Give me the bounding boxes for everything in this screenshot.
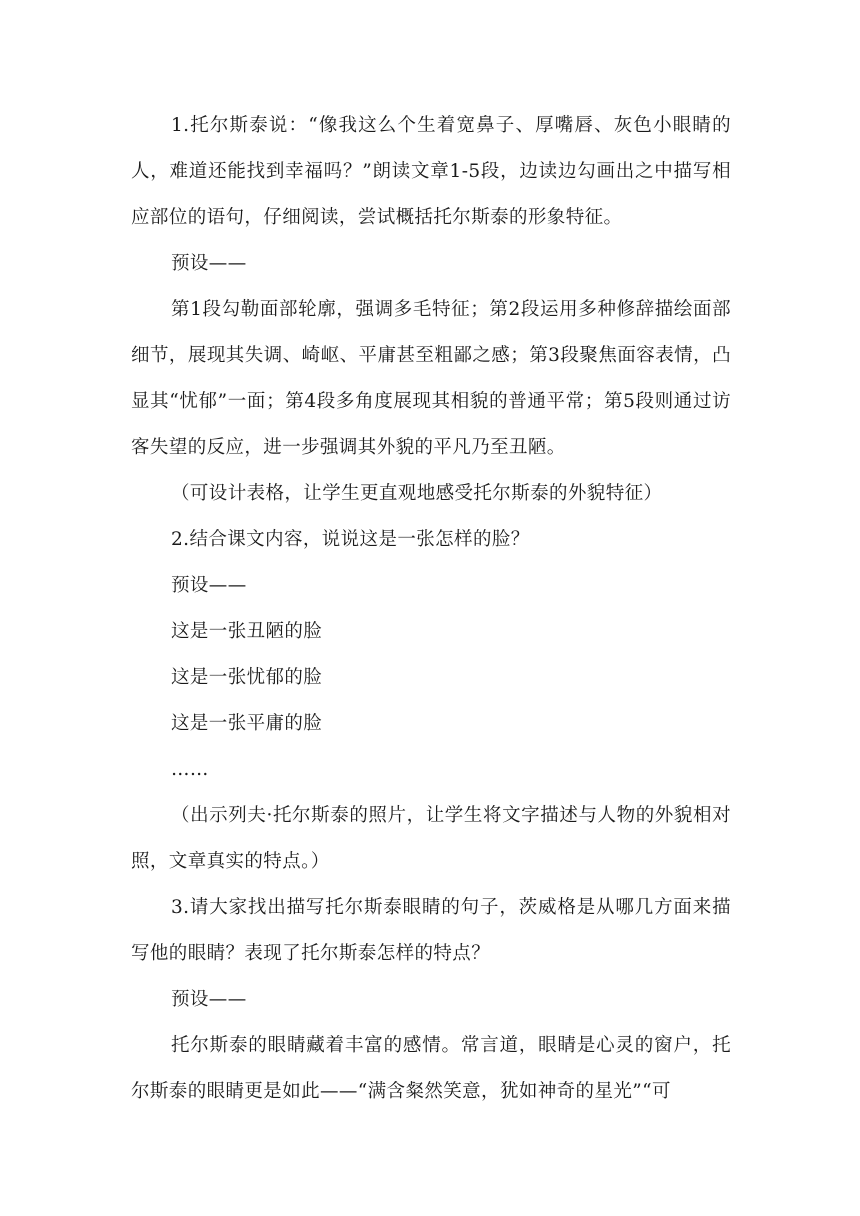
- answer-line: 这是一张平庸的脸: [171, 713, 323, 734]
- question-1-paragraph: 1.托尔斯泰说：“像我这么个生着宽鼻子、厚嘴唇、灰色小眼睛的人，难道还能找到幸福吗？”朗读文章1-5段，边读边勾画出之中描写相应部位的语句，仔细阅读，尝试概括托尔斯泰的形象特征。: [131, 115, 731, 228]
- question-2-paragraph: 2.结合课文内容，说说这是一张怎样的脸？: [171, 529, 530, 550]
- document-body: [131, 103, 731, 1115]
- answer-3-paragraph: 托尔斯泰的眼睛藏着丰富的感情。常言道，眼睛是心灵的窗户，托尔斯泰的眼睛更是如此——“满含粲然笑意，犹如神奇的星光”“可: [131, 1035, 731, 1102]
- teaching-note: （可设计表格，让学生更直观地感受托尔斯泰的外貌特征）: [171, 483, 663, 504]
- answer-line: 这是一张丑陋的脸: [171, 621, 323, 642]
- answer-line: 这是一张忧郁的脸: [171, 667, 323, 688]
- question-3-paragraph: 3.请大家找出描写托尔斯泰眼睛的句子，茨威格是从哪几方面来描写他的眼睛？表现了托尔斯泰怎样的特点？: [131, 897, 731, 964]
- ellipsis-line: ……: [171, 759, 209, 780]
- preset-label: 预设——: [171, 989, 247, 1010]
- preset-label: 预设——: [171, 253, 247, 274]
- teaching-note: （出示列夫·托尔斯泰的照片，让学生将文字描述与人物的外貌相对照，文章真实的特点。）: [131, 805, 731, 872]
- answer-1-paragraph: 第1段勾勒面部轮廓，强调多毛特征；第2段运用多种修辞描绘面部细节，展现其失调、崎岖、平庸甚至粗鄙之感；第3段聚焦面容表情，凸显其“忧郁”一面；第4段多角度展现其相貌的普通平常；第5段则通过访客失望的反应，进一步强调其外貌的平凡乃至丑陋。: [131, 299, 731, 458]
- preset-label: 预设——: [171, 575, 247, 596]
